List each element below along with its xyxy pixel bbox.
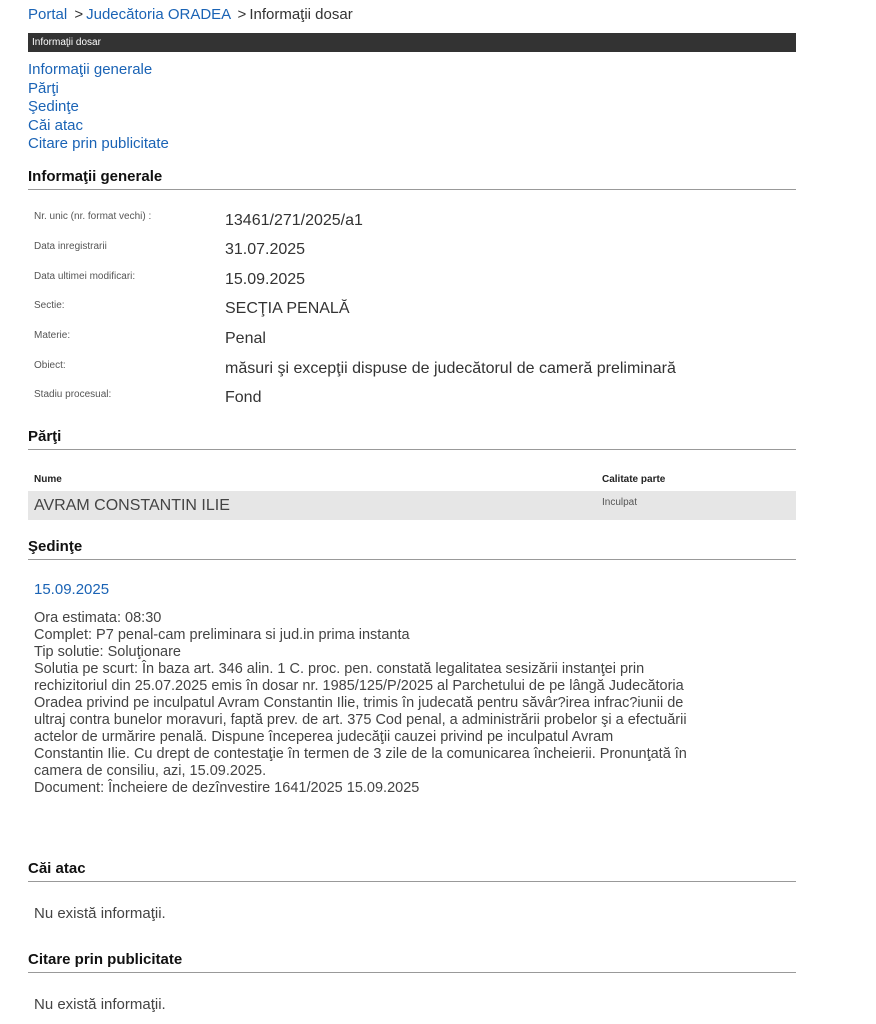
info-label: Stadiu procesual: [34, 389, 112, 400]
breadcrumb-separator: > [74, 6, 84, 23]
toc-link-citare[interactable]: Citare prin publicitate [28, 135, 169, 152]
info-value: 31.07.2025 [225, 241, 306, 258]
toc-link-sedinte[interactable]: Şedinţe [28, 98, 79, 115]
hearing-line: Oradea privind pe inculpatul Avram Constantin Ilie, trimis în judecată pentru săvâr?irea infrac?iunii de [34, 695, 684, 711]
info-label: Obiect: [34, 360, 66, 371]
column-header-role: Calitate parte [602, 474, 666, 485]
section-title-citare: Citare prin publicitate [28, 951, 796, 973]
hearing-line: camera de consiliu, azi, 15.09.2025. [34, 763, 267, 779]
party-role: Inculpat [602, 497, 638, 508]
info-value: 15.09.2025 [225, 271, 306, 288]
breadcrumb-portal-link[interactable]: Portal [28, 6, 68, 23]
hearing-details [34, 610, 794, 797]
column-header-name: Nume [34, 474, 62, 485]
section-title-cai-atac: Căi atac [28, 860, 796, 882]
empty-state-text: Nu există informaţii. [34, 905, 166, 922]
section-title-sedinte: Şedinţe [28, 538, 796, 560]
section-title-general: Informaţii generale [28, 168, 796, 190]
info-label: Materie: [34, 330, 71, 341]
hearing-line: Complet: P7 penal-cam preliminara si jud.in prima instanta [34, 627, 410, 643]
table-of-contents [28, 61, 169, 154]
breadcrumb-separator: > [237, 6, 247, 23]
toc-link-cai-atac[interactable]: Căi atac [28, 116, 84, 134]
hearing-line: ultraj contra bunelor moravuri, faptă prev. de art. 375 Cod penal, a administrării probelor şi a efectuării [34, 712, 687, 728]
info-label: Nr. unic (nr. format vechi) : [34, 211, 152, 222]
info-label: Sectie: [34, 300, 65, 311]
breadcrumb [28, 6, 353, 23]
section-header-bar: Informaţii dosar [28, 33, 796, 52]
breadcrumb-current: Informaţii dosar [249, 6, 353, 23]
hearing-line: actelor de urmărire penală. Dispune începerea judecăţii cauzei privind pe inculpatul Avram [34, 729, 614, 745]
table-row [28, 491, 796, 520]
hearing-line: Constantin Ilie. Cu drept de contestaţie în termen de 3 zile de la comunicarea încheierii. Pronunţată în [34, 746, 687, 762]
info-value: Penal [225, 330, 266, 347]
hearing-line: Tip solutie: Soluţionare [34, 644, 181, 660]
breadcrumb-court-link[interactable]: Judecătoria ORADEA [86, 6, 231, 23]
info-value: Fond [225, 389, 262, 406]
info-value: 13461/271/2025/a1 [225, 212, 363, 229]
section-title-parti: Părţi [28, 428, 796, 450]
info-label: Data ultimei modificari: [34, 271, 136, 282]
info-label: Data inregistrarii [34, 241, 107, 252]
info-value: măsuri şi excepţii dispuse de judecătorul de cameră preliminară [225, 360, 676, 377]
hearing-document-line: Document: Încheiere de dezînvestire 1641/2025 15.09.2025 [34, 780, 420, 796]
hearing-line: Ora estimata: 08:30 [34, 610, 162, 626]
hearing-line: Solutia pe scurt: În baza art. 346 alin. 1 C. proc. pen. constată legalitatea sesizării instanţei prin [34, 661, 645, 677]
info-value: SECŢIA PENALĂ [225, 300, 350, 317]
toc-link-parti[interactable]: Părţi [28, 79, 59, 97]
toc-link-general[interactable]: Informaţii generale [28, 61, 153, 78]
empty-state-text: Nu există informaţii. [34, 996, 166, 1013]
hearing-date: 15.09.2025 [34, 581, 110, 598]
hearing-line: rechizitoriul din 25.07.2025 emis în dosar nr. 1985/125/P/2025 al Parchetului de pe lângă Judecătoria [34, 678, 684, 694]
party-name: AVRAM CONSTANTIN ILIE [34, 497, 230, 514]
